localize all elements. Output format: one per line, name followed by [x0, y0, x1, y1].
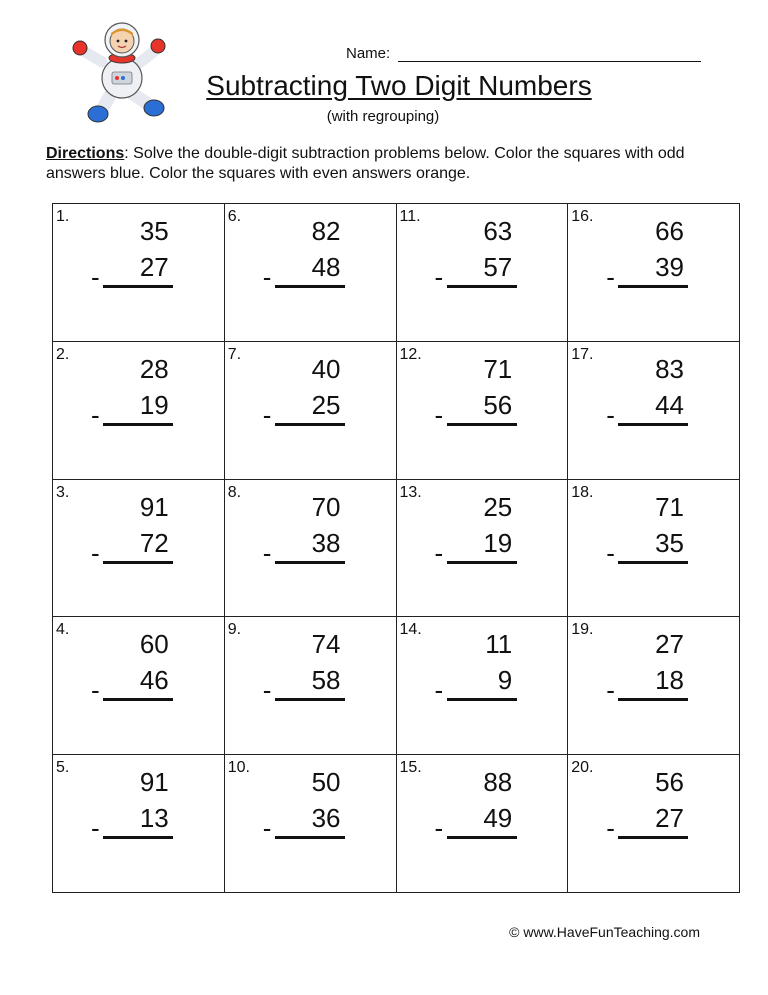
problem-number: 15.: [399, 759, 422, 777]
problem-cell: [397, 755, 569, 893]
problem-cell: [397, 617, 569, 755]
minuend: 56: [655, 767, 684, 798]
minus-sign: -: [434, 399, 444, 430]
answer-line: [103, 285, 173, 288]
problem-number: 13.: [399, 483, 422, 501]
minus-sign: -: [91, 813, 100, 844]
subtrahend: 19: [139, 389, 169, 420]
subtrahend: 57: [483, 252, 513, 282]
problem-grid: [52, 203, 740, 893]
answer-line: [275, 698, 345, 701]
answer-line: [618, 285, 688, 288]
minus-sign: -: [434, 813, 444, 844]
minuend: 91: [139, 767, 169, 798]
minus-sign: -: [606, 813, 615, 844]
problem-number: 1.: [56, 208, 70, 225]
minuend: 82: [311, 216, 341, 246]
problem-cell: [568, 342, 740, 480]
minuend: 27: [655, 629, 684, 660]
problem-number: 4.: [56, 621, 70, 639]
problem-cell: [568, 480, 740, 618]
directions-text: : Solve the double-digit subtraction problems below. Color the squares with odd answers blue. Color the squares with even answers orange.: [46, 145, 685, 182]
problem-number: 2.: [56, 345, 70, 363]
answer-line: [618, 561, 688, 564]
problem-number: 12.: [399, 345, 422, 363]
problem-number: 5.: [56, 759, 70, 777]
problem-number: 16.: [571, 208, 594, 225]
problem-cell: [225, 755, 397, 893]
minus-sign: -: [606, 399, 615, 430]
problem-number: 6.: [227, 208, 242, 225]
answer-line: [103, 698, 173, 701]
problem-cell: [53, 755, 225, 893]
problem-number: 9.: [227, 621, 242, 639]
problem-cell: [225, 204, 397, 342]
minuend: 83: [655, 353, 684, 384]
problem-number: 20.: [571, 759, 594, 777]
subtrahend: 72: [139, 527, 169, 558]
subtrahend: 58: [311, 665, 341, 696]
page-subtitle: (with regrouping): [326, 108, 440, 125]
problem-number: 3.: [56, 483, 70, 501]
answer-line: [275, 836, 345, 839]
minuend: 11: [485, 629, 513, 660]
problem-number: 14.: [399, 621, 422, 639]
problem-cell: [53, 342, 225, 480]
minuend: 25: [483, 491, 513, 522]
minuend: 71: [655, 491, 684, 522]
subtrahend: 36: [311, 803, 341, 834]
problem-cell: [225, 342, 397, 480]
minus-sign: -: [91, 262, 100, 292]
minus-sign: -: [262, 675, 272, 706]
minus-sign: -: [91, 537, 100, 568]
minus-sign: -: [606, 537, 615, 568]
problem-cell: [225, 617, 397, 755]
minus-sign: -: [606, 675, 615, 706]
answer-line: [447, 561, 517, 564]
answer-line: [447, 423, 517, 426]
problem-number: 19.: [571, 621, 594, 639]
minus-sign: -: [262, 537, 272, 568]
problem-cell: [53, 480, 225, 618]
problem-number: 10.: [227, 759, 250, 777]
answer-line: [275, 423, 345, 426]
minuend: 63: [483, 216, 513, 246]
problem-cell: [568, 617, 740, 755]
subtrahend: 46: [139, 665, 169, 696]
problem-cell: [53, 204, 225, 342]
answer-line: [618, 423, 688, 426]
subtrahend: 27: [655, 803, 684, 834]
minuend: 91: [139, 491, 169, 522]
subtrahend: 38: [311, 527, 341, 558]
name-label: Name:: [346, 45, 391, 62]
problem-number: 18.: [571, 483, 594, 501]
minus-sign: -: [434, 262, 444, 292]
problem-cell: [397, 480, 569, 618]
subtrahend: 35: [655, 527, 684, 558]
answer-line: [447, 836, 517, 839]
subtrahend: 18: [655, 665, 684, 696]
name-line[interactable]: [398, 61, 701, 62]
minuend: 50: [311, 767, 341, 798]
minuend: 71: [483, 353, 513, 384]
copyright-footer: © www.HaveFunTeaching.com: [509, 924, 700, 940]
problem-number: 8.: [227, 483, 242, 501]
problem-cell: [53, 617, 225, 755]
subtrahend: 9: [497, 665, 513, 696]
problem-number: 17.: [571, 345, 594, 363]
subtrahend: 49: [483, 803, 513, 834]
minus-sign: -: [262, 813, 272, 844]
subtrahend: 39: [655, 252, 684, 282]
minuend: 66: [655, 216, 684, 246]
minuend: 35: [139, 216, 169, 246]
minuend: 60: [139, 629, 169, 660]
minuend: 40: [311, 353, 341, 384]
answer-line: [275, 285, 345, 288]
subtrahend: 27: [139, 252, 169, 282]
problem-number: 11.: [399, 208, 421, 225]
minus-sign: -: [91, 399, 100, 430]
problem-cell: [568, 755, 740, 893]
answer-line: [447, 285, 517, 288]
minus-sign: -: [434, 537, 444, 568]
answer-line: [103, 423, 173, 426]
minuend: 28: [139, 353, 169, 384]
answer-line: [103, 561, 173, 564]
directions: [46, 144, 726, 184]
answer-line: [275, 561, 345, 564]
page-title: Subtracting Two Digit Numbers: [206, 70, 592, 101]
problem-cell: [568, 204, 740, 342]
subtrahend: 19: [483, 527, 513, 558]
minus-sign: -: [262, 399, 272, 430]
subtrahend: 48: [311, 252, 341, 282]
subtrahend: 25: [311, 389, 341, 420]
subtrahend: 13: [139, 803, 169, 834]
subtrahend: 44: [655, 389, 684, 420]
minus-sign: -: [262, 262, 272, 292]
answer-line: [618, 836, 688, 839]
directions-label: Directions: [46, 145, 125, 162]
problem-number: 7.: [227, 345, 242, 363]
minus-sign: -: [91, 675, 100, 706]
problem-cell: [225, 480, 397, 618]
answer-line: [103, 836, 173, 839]
minus-sign: -: [606, 262, 615, 292]
minus-sign: -: [434, 675, 444, 706]
answer-line: [447, 698, 517, 701]
subtrahend: 56: [483, 389, 513, 420]
problem-cell: [397, 204, 569, 342]
answer-line: [618, 698, 688, 701]
minuend: 74: [311, 629, 341, 660]
minuend: 88: [483, 767, 513, 798]
minuend: 70: [311, 491, 341, 522]
problem-cell: [397, 342, 569, 480]
